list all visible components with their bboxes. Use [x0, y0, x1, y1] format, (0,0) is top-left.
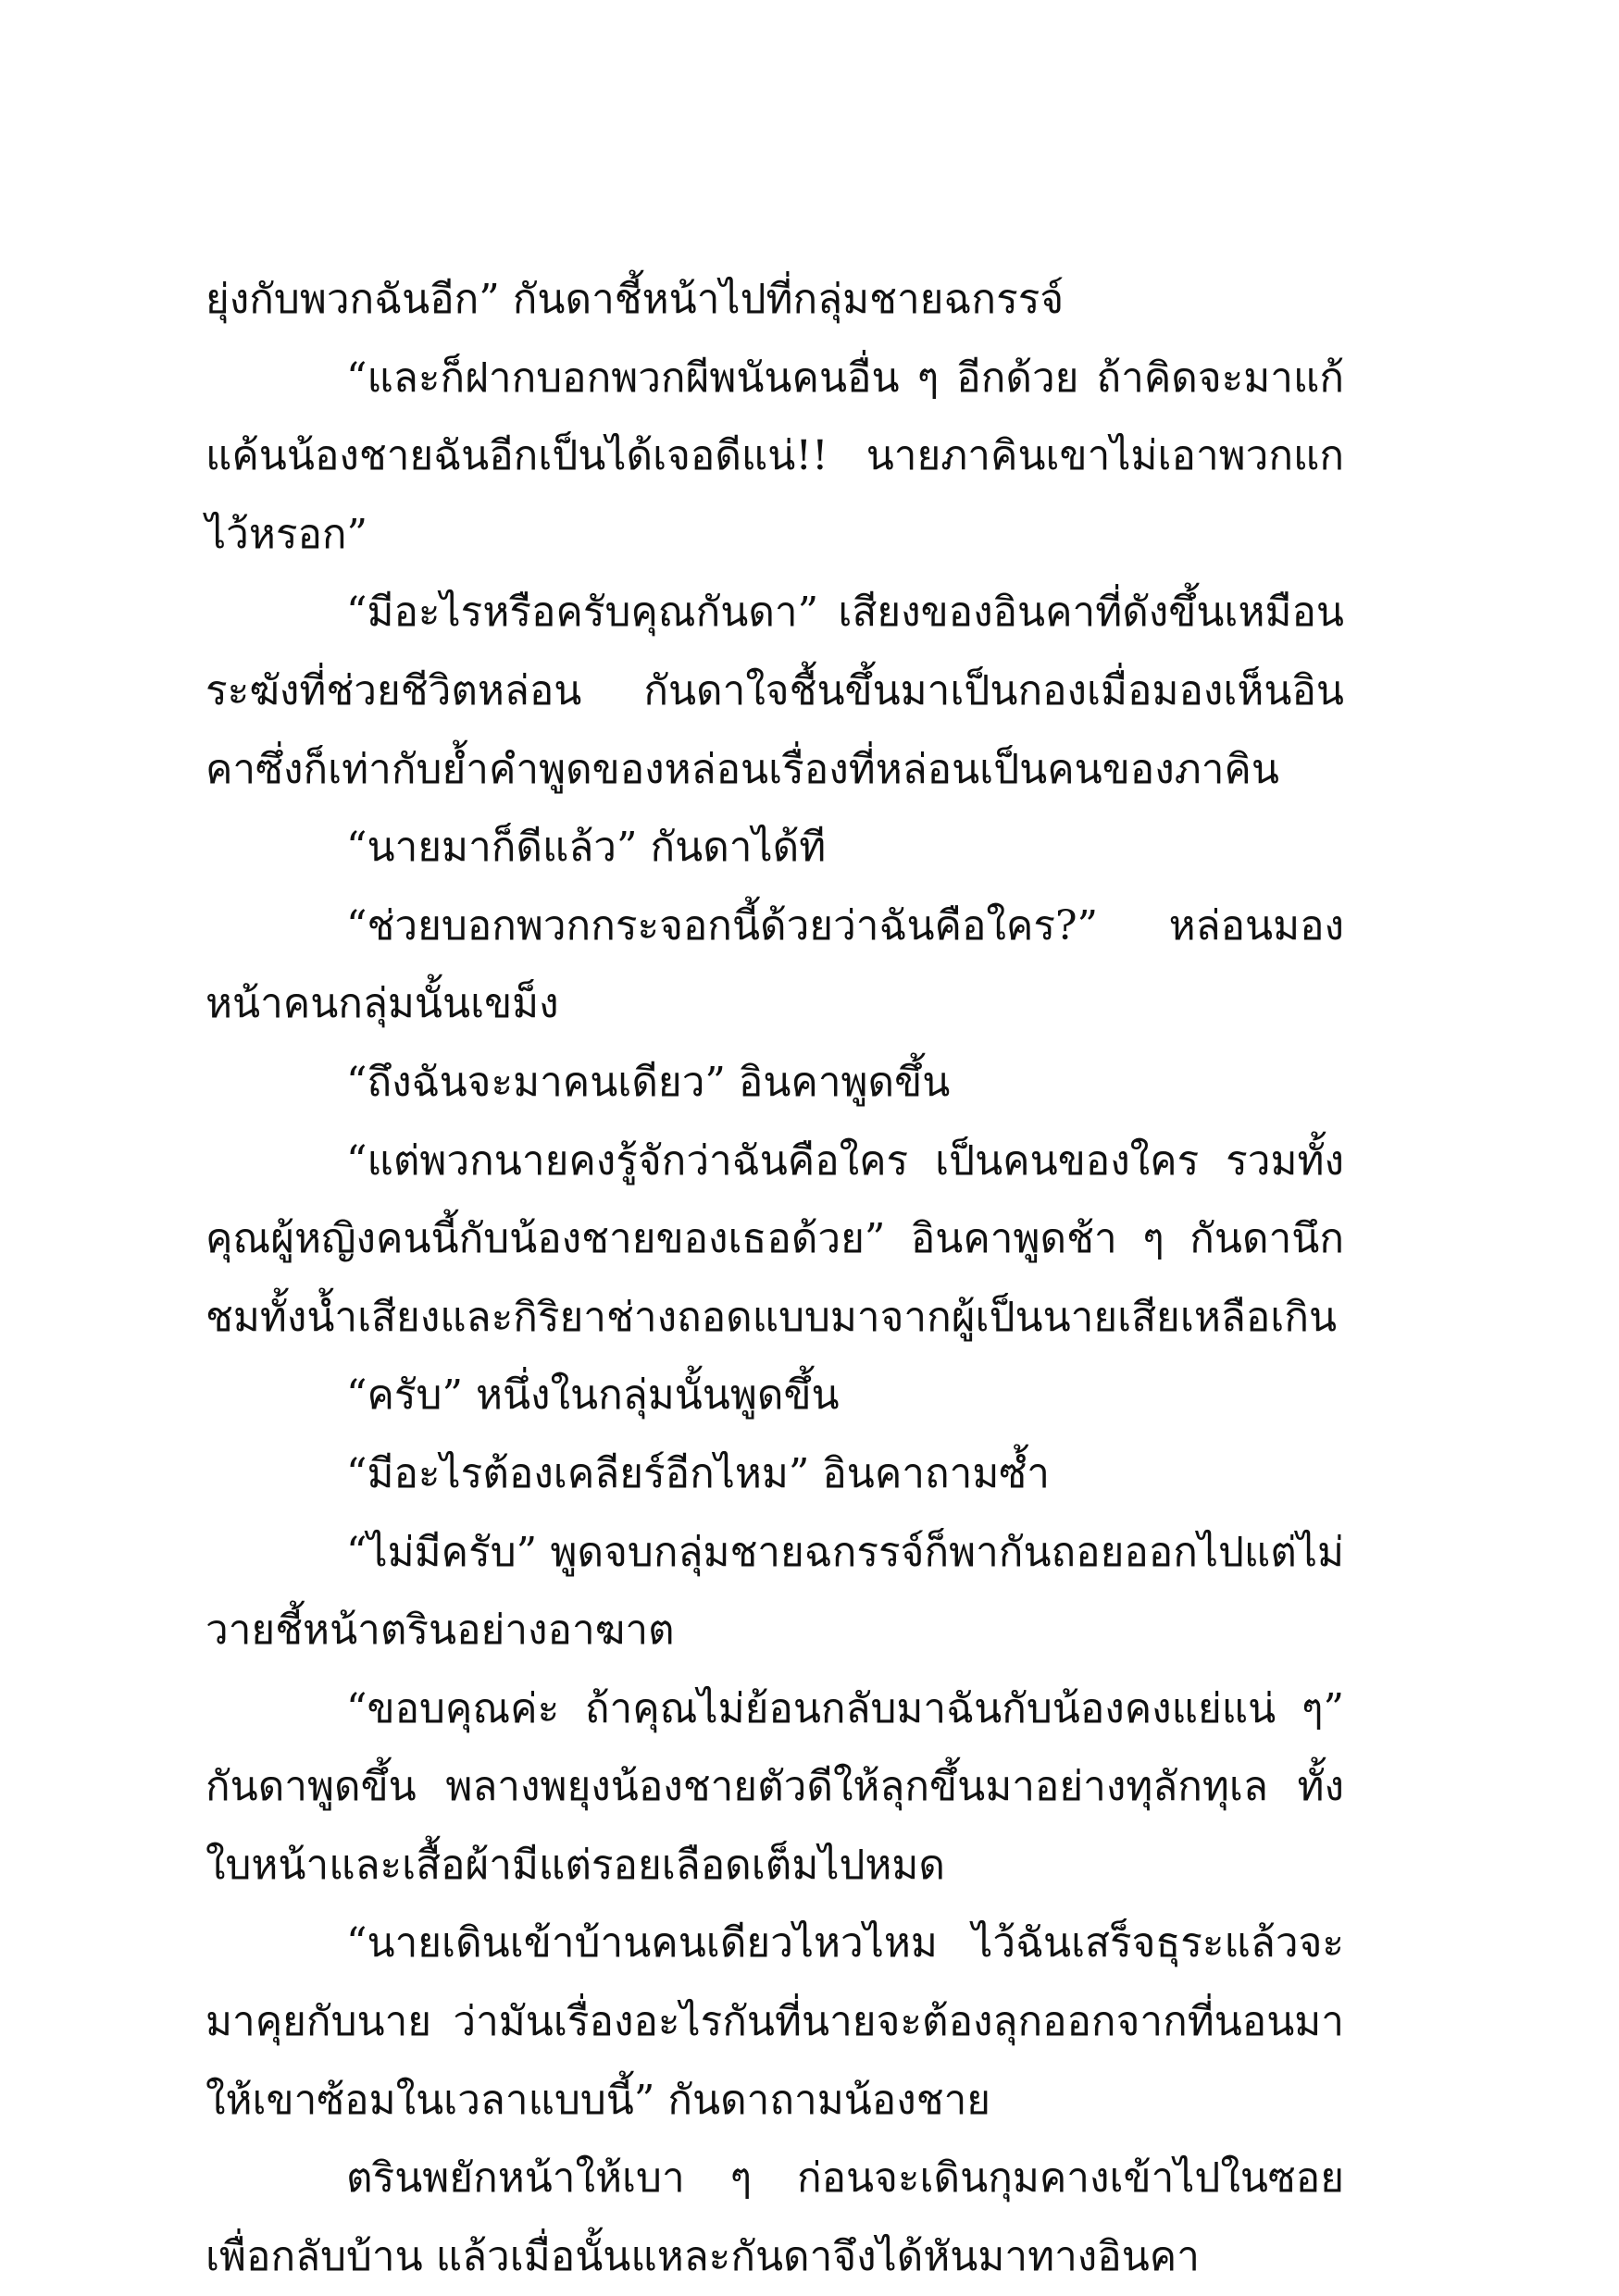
paragraph-13: ตรินพยักหน้าให้เบา ๆ ก่อนจะเดินกุมคางเข้าไปในซอยเพื่อกลับบ้าน แล้วเมื่อนั้นแหละกันดาจึงได้หันมาทางอินคา: [205, 2154, 1344, 2280]
body-text: [205, 261, 1344, 2296]
paragraph-3: “มีอะไรหรือครับคุณกันดา” เสียงของอินคาที่ดังขึ้นเหมือนระฆังที่ช่วยชีวิตหล่อน กันดาใจชื้นขึ้นมาเป็นกองเมื่อมองเห็นอินคาซึ่งก็เท่ากับย้ำคำพูดของหล่อนเรื่องที่หล่อนเป็นคนของภาคิน: [205, 589, 1344, 793]
paragraph-12: “นายเดินเข้าบ้านคนเดียวไหวไหม ไว้ฉันเสร็จธุระแล้วจะมาคุยกับนาย ว่ามันเรื่องอะไรกันที่นายจะต้องลุกออกจากที่นอนมาให้เขาซ้อมในเวลาแบบนี้” กันดาถามน้องชาย: [205, 1919, 1344, 2124]
paragraph-5: “ช่วยบอกพวกกระจอกนี้ด้วยว่าฉันคือใคร?” หล่อนมองหน้าคนกลุ่มนั้นเขม็ง: [205, 901, 1344, 1028]
paragraph-10: “ไม่มีครับ” พูดจบกลุ่มชายฉกรรจ์ก็พากันถอยออกไปแต่ไม่วายชี้หน้าตรินอย่างอาฆาต: [205, 1528, 1344, 1655]
paragraph-6: “ถึงฉันจะมาคนเดียว” อินคาพูดขึ้น: [346, 1058, 951, 1106]
paragraph-11: “ขอบคุณค่ะ ถ้าคุณไม่ย้อนกลับมาฉันกับน้องคงแย่แน่ ๆ” กันดาพูดขึ้น พลางพยุงน้องชายตัวดีให้ลุกขึ้นมาอย่างทุลักทุเล ทั้งใบหน้าและเสื้อผ้ามีแต่รอยเลือดเต็มไปหมด: [205, 1684, 1344, 1889]
paragraph-9: “มีอะไรต้องเคลียร์อีกไหม” อินคาถามซ้ำ: [346, 1449, 1050, 1497]
paragraph-4: “นายมาก็ดีแล้ว” กันดาได้ที: [346, 824, 827, 872]
paragraph-7: “แต่พวกนายคงรู้จักว่าฉันคือใคร เป็นคนของใคร รวมทั้งคุณผู้หญิงคนนี้กับน้องชายของเธอด้วย” อินคาพูดช้า ๆ กันดานึกชมทั้งน้ำเสียงและกิริยาช่างถอดแบบมาจากผู้เป็นนายเสียเหลือเกิน: [205, 1136, 1344, 1341]
paragraph-1: ยุ่งกับพวกฉันอีก” กันดาชี้หน้าไปที่กลุ่มชายฉกรรจ์: [205, 276, 1065, 323]
paragraph-8: “ครับ” หนึ่งในกลุ่มนั้นพูดขึ้น: [346, 1371, 840, 1420]
paragraph-2: “และก็ฝากบอกพวกผีพนันคนอื่น ๆ อีกด้วย ถ้าคิดจะมาแก้แค้นน้องชายฉันอีกเป็นได้เจอดีแน่!! นายภาคินเขาไม่เอาพวกแกไว้หรอก”: [205, 354, 1344, 558]
